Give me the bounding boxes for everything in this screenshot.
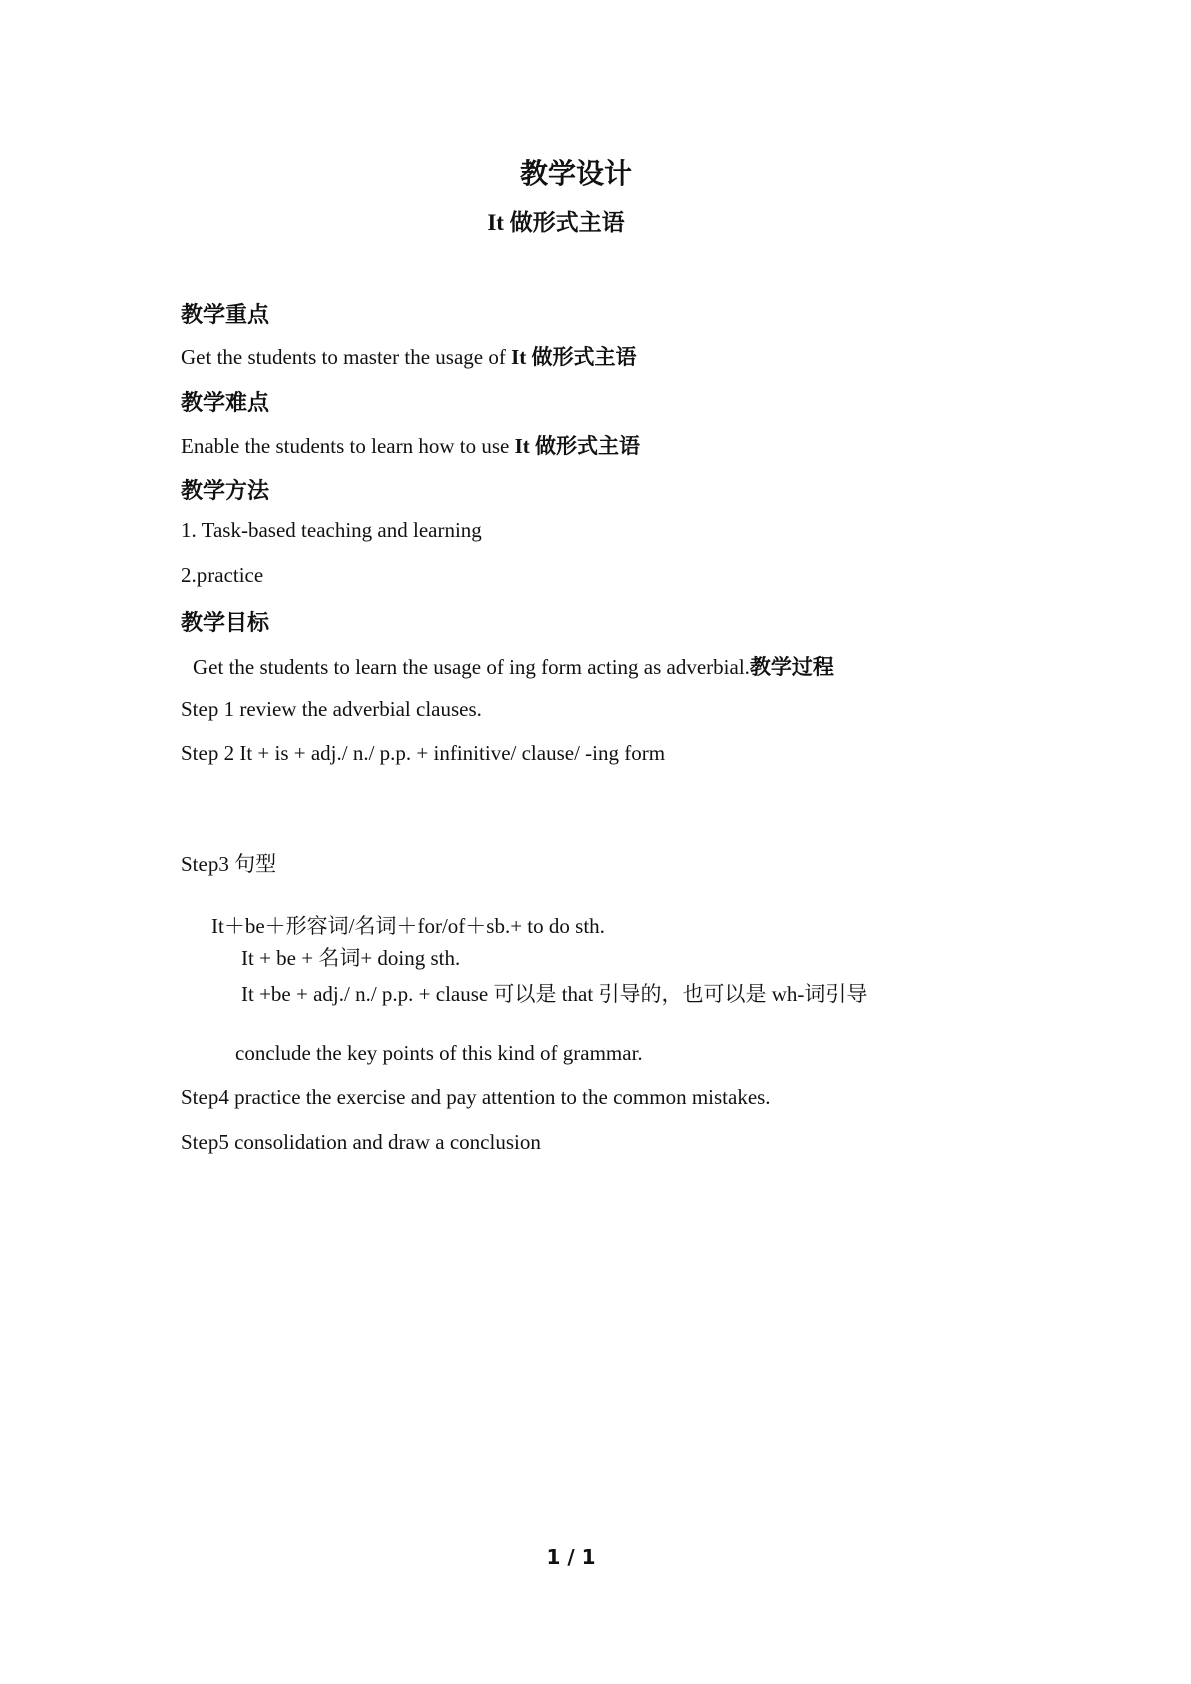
method-item-1: 1. Task-based teaching and learning (181, 518, 482, 542)
conclude-line: conclude the key points of this kind of grammar. (235, 1041, 643, 1065)
step-2: Step 2 It + is + adj./ n./ p.p. + infinitive/ clause/ -ing form (181, 741, 666, 765)
difficulty-heading: 教学难点 (181, 390, 270, 415)
step-3: Step3 句型 (181, 852, 277, 876)
pattern-1: It＋be＋形容词/名词＋for/of＋sb.+ to do sth. (211, 914, 605, 938)
pattern-3: It +be + adj./ n./ p.p. + clause 可以是 that 引导的，也可以是 wh-词引导 (241, 982, 868, 1006)
step-1: Step 1 review the adverbial clauses. (181, 697, 482, 721)
page-title: 教学设计 (519, 159, 632, 190)
goal-text: Get the students to learn the usage of ing form acting as adverbial. (193, 655, 750, 679)
focus-paragraph (181, 341, 637, 371)
step-4: Step4 practice the exercise and pay attention to the common mistakes. (181, 1085, 771, 1109)
method-heading: 教学方法 (181, 478, 270, 503)
focus-heading: 教学重点 (181, 302, 270, 327)
goal-paragraph (193, 651, 834, 681)
process-heading: 教学过程 (749, 655, 834, 679)
method-item-2: 2.practice (181, 563, 264, 587)
difficulty-bold-text: It 做形式主语 (514, 434, 641, 458)
step-5: Step5 consolidation and draw a conclusion (181, 1130, 541, 1154)
focus-bold-text: It 做形式主语 (511, 345, 637, 369)
focus-text: Get the students to master the usage of (181, 345, 512, 369)
difficulty-paragraph (181, 430, 640, 460)
page-number: 1 / 1 (546, 1545, 596, 1569)
page-subtitle: It 做形式主语 (487, 210, 625, 235)
pattern-2: It + be + 名词+ doing sth. (241, 946, 461, 970)
goal-heading: 教学目标 (181, 610, 270, 635)
difficulty-text: Enable the students to learn how to use (181, 434, 515, 458)
